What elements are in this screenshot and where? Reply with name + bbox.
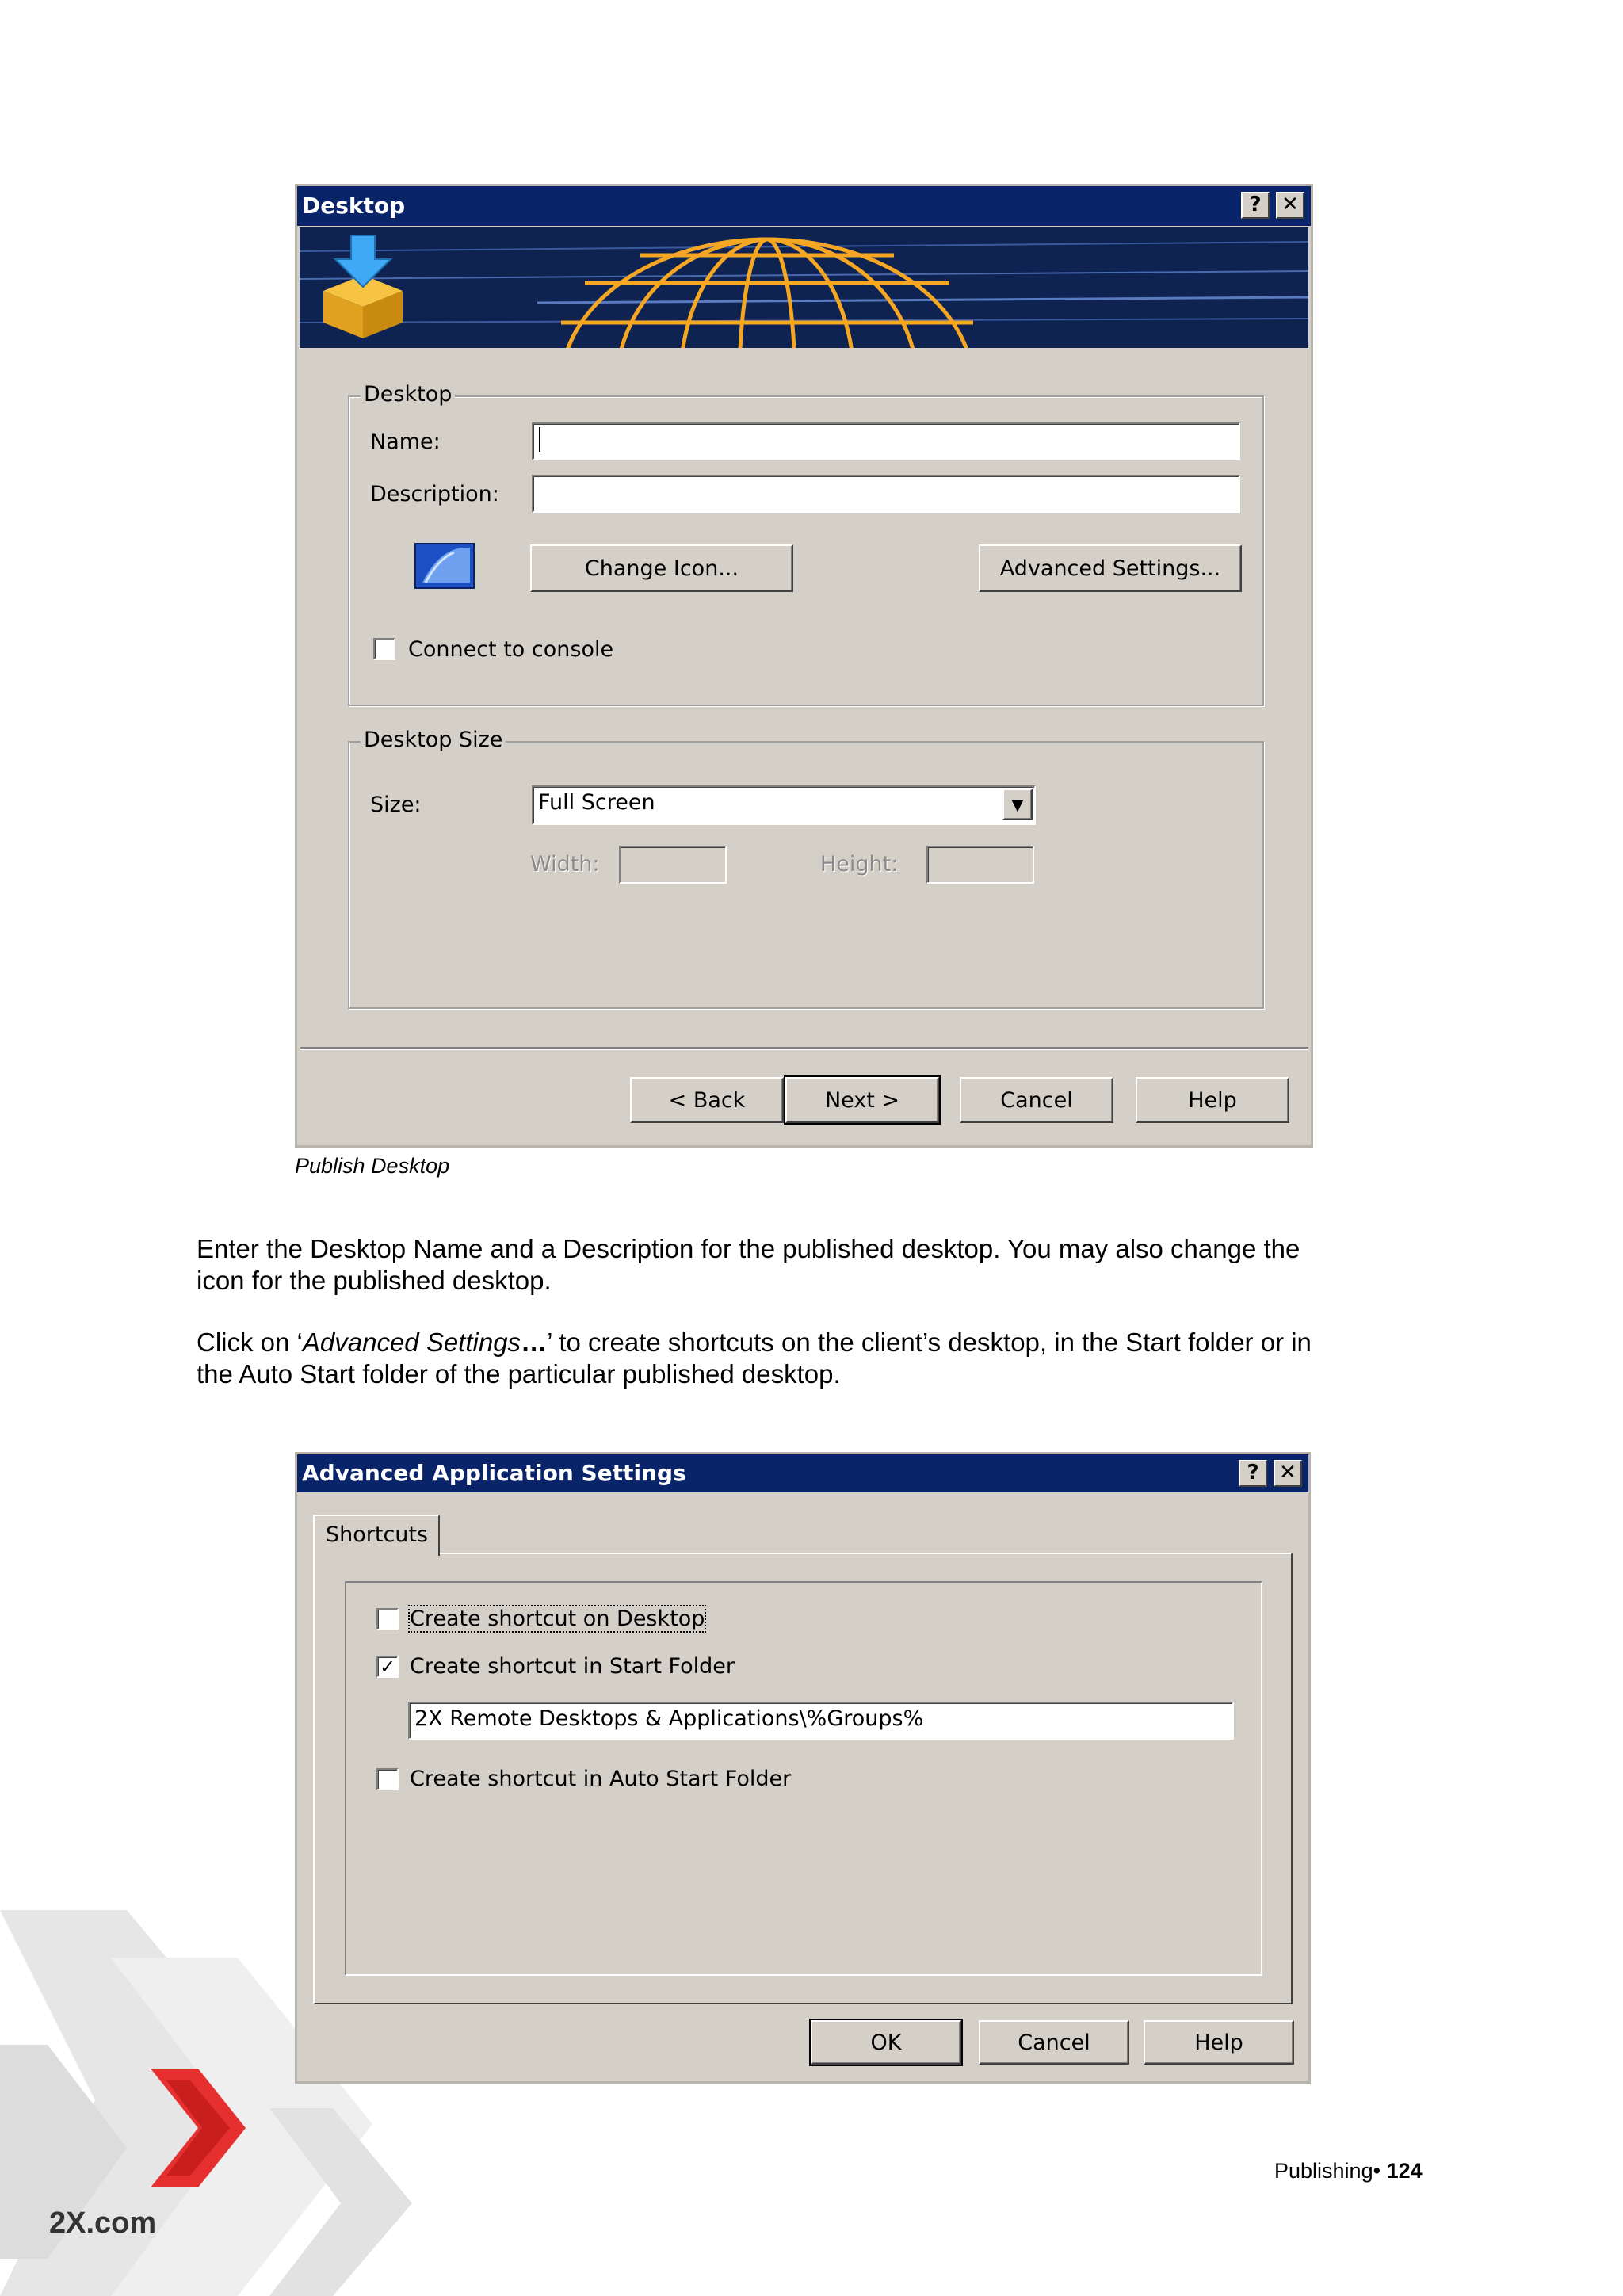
shortcut-desktop-checkbox[interactable] bbox=[376, 1608, 399, 1630]
button-separator bbox=[300, 1047, 1308, 1050]
description-input[interactable] bbox=[532, 475, 1240, 513]
desktop-group-label: Desktop bbox=[361, 382, 455, 407]
height-label: Height: bbox=[820, 852, 899, 877]
width-input bbox=[619, 846, 727, 884]
help-title-button[interactable]: ? bbox=[1239, 1460, 1267, 1487]
close-title-button[interactable]: ✕ bbox=[1274, 1460, 1302, 1487]
desktop-size-group bbox=[348, 741, 1264, 1009]
size-label: Size: bbox=[370, 793, 422, 817]
page-footer bbox=[1274, 2159, 1423, 2183]
help-title-button[interactable]: ? bbox=[1241, 192, 1270, 219]
change-icon-button[interactable]: Change Icon... bbox=[530, 544, 793, 592]
brand-logo: 2X.com bbox=[49, 2206, 157, 2240]
next-button[interactable]: Next > bbox=[785, 1077, 939, 1123]
advanced-settings-button[interactable]: Advanced Settings... bbox=[979, 544, 1242, 592]
footer-section: Publishing bbox=[1274, 2159, 1373, 2183]
close-title-button[interactable]: ✕ bbox=[1276, 192, 1304, 219]
name-input[interactable] bbox=[532, 422, 1240, 460]
advanced-dialog-title: Advanced Application Settings bbox=[302, 1460, 686, 1486]
desktop-size-group-label: Desktop Size bbox=[361, 728, 506, 752]
desktop-dialog-titlebar bbox=[297, 186, 1311, 226]
help-button[interactable]: Help bbox=[1144, 2020, 1294, 2065]
desktop-icon bbox=[414, 543, 475, 589]
paragraph-advanced-settings: Click on ‘Advanced Settings…’ to create shortcuts on the client’s desktop, in the Start folder or in the Auto Start folder of the particular published desktop. bbox=[197, 1328, 1312, 1389]
cancel-button[interactable]: Cancel bbox=[979, 2020, 1129, 2065]
wizard-banner-image bbox=[300, 227, 1308, 348]
back-button[interactable]: < Back bbox=[630, 1077, 784, 1123]
start-folder-path-input[interactable]: 2X Remote Desktops & Applications\%Groups% bbox=[408, 1702, 1234, 1740]
paragraph-intro: Enter the Desktop Name and a Description for the published desktop. You may also change the icon for the published desktop. bbox=[197, 1234, 1300, 1295]
connect-console-label[interactable]: Connect to console bbox=[408, 637, 614, 662]
figure-caption: Publish Desktop bbox=[295, 1154, 450, 1178]
size-select[interactable]: Full Screen ▼ bbox=[532, 785, 1036, 825]
help-button[interactable]: Help bbox=[1136, 1077, 1289, 1123]
shortcut-autostart-label[interactable]: Create shortcut in Auto Start Folder bbox=[410, 1767, 792, 1791]
name-label: Name: bbox=[370, 430, 441, 454]
shortcut-start-checkbox[interactable]: ✓ bbox=[376, 1656, 399, 1678]
ok-button[interactable]: OK bbox=[811, 2020, 961, 2065]
page-number: 124 bbox=[1386, 2159, 1423, 2183]
cancel-button[interactable]: Cancel bbox=[960, 1077, 1113, 1123]
dialog-title: Desktop bbox=[302, 193, 406, 219]
desktop-dialog bbox=[295, 184, 1313, 1148]
shortcut-autostart-checkbox[interactable] bbox=[376, 1768, 399, 1790]
advanced-settings-dialog bbox=[295, 1452, 1311, 2084]
height-input bbox=[926, 846, 1034, 884]
advanced-dialog-titlebar bbox=[297, 1454, 1308, 1492]
shortcut-desktop-label[interactable]: Create shortcut on Desktop bbox=[410, 1606, 705, 1631]
footer-bullet: • bbox=[1373, 2159, 1381, 2183]
width-label: Width: bbox=[530, 852, 600, 877]
chevron-down-icon[interactable]: ▼ bbox=[1002, 789, 1033, 820]
connect-console-checkbox[interactable] bbox=[373, 638, 395, 660]
description-label: Description: bbox=[370, 482, 499, 506]
tab-shortcuts[interactable]: Shortcuts bbox=[313, 1515, 440, 1556]
shortcut-start-label[interactable]: Create shortcut in Start Folder bbox=[410, 1654, 735, 1679]
